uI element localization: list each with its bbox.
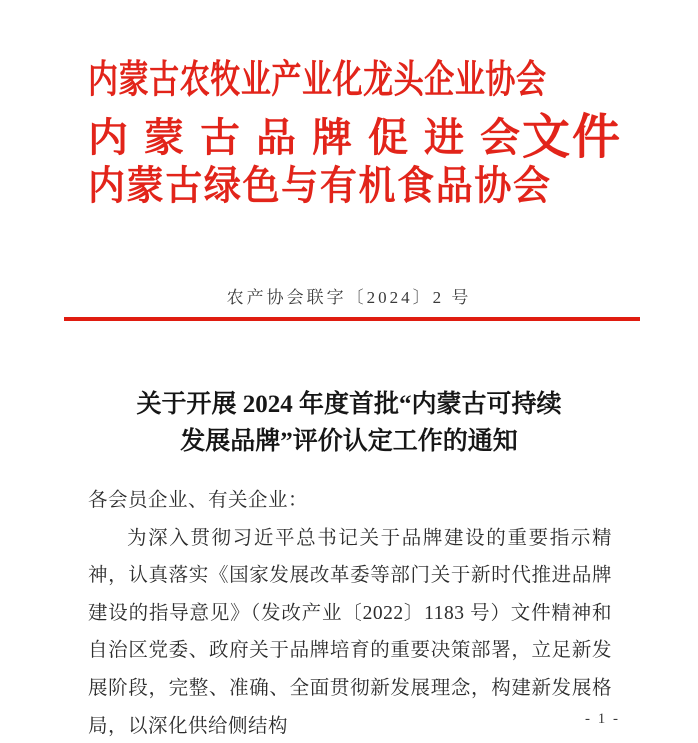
org-name-line-3: 内蒙古绿色与有机食品协会 [88, 164, 550, 209]
letterhead-document-word: 文件 [522, 111, 623, 164]
org-name-line-1: 内蒙古农牧业产业化龙头企业协会 [88, 59, 546, 102]
red-divider-line [64, 317, 640, 321]
page-number: - 1 - [585, 711, 620, 727]
document-body [88, 482, 612, 743]
document-title-line-2: 发展品牌”评价认定工作的通知 [180, 428, 518, 455]
org-name-line-2-row [88, 112, 622, 164]
salutation: 各会员企业、有关企业： [88, 490, 309, 511]
document-title-line-1: 关于开展 2024 年度首批“内蒙古可持续 [136, 391, 562, 418]
body-paragraph: 为深入贯彻习近平总书记关于品牌建设的重要指示精神，认真落实《国家发展改革委等部门关于新时代推进品牌建设的指导意见》（发改产业〔2022〕1183 号）文件精神和自治区党委、政府关于品牌培育的重要决策部署，立足新发展阶段，完整、准确、全面贯彻新发展理念，构建新发展格局，以深化供给侧结构 [88, 527, 612, 737]
document-title [0, 386, 698, 460]
org-name-line-2: 内蒙古品牌促进会 [88, 115, 520, 160]
document-reference-number: 农产协会联字〔2024〕2 号 [226, 288, 472, 307]
